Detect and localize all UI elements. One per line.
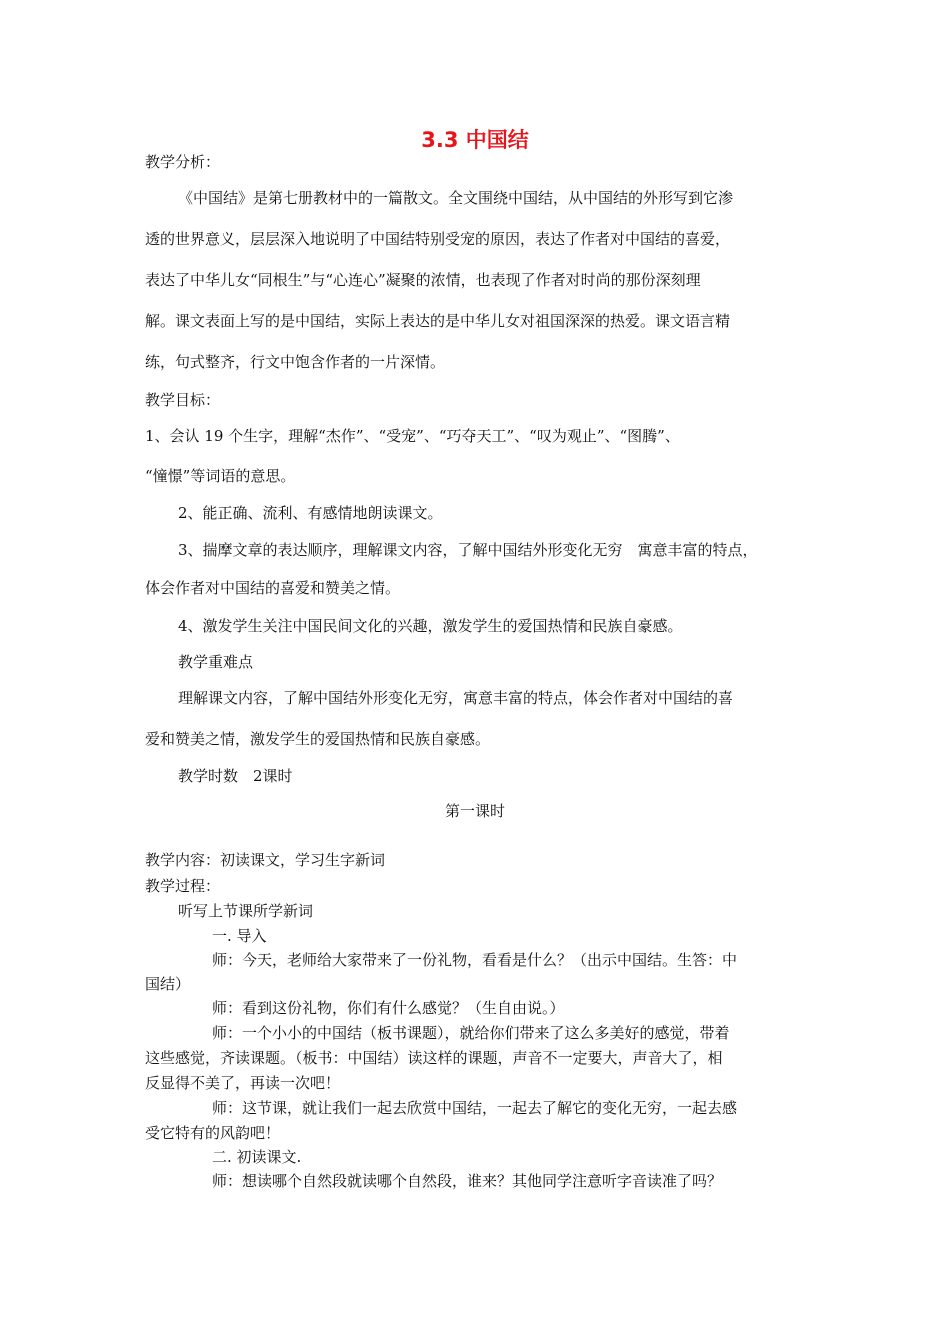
document-title: 3.3 中国结 — [421, 128, 529, 152]
process-line: 国结） — [145, 975, 191, 993]
analysis-line: 《中国结》是第七册教材中的一篇散文。全文围绕中国结，从中国结的外形写到它渗 — [178, 189, 734, 207]
analysis-line: 解。课文表面上写的是中国结，实际上表达的是中华儿女对祖国深深的热爱。课文语言精 — [145, 312, 731, 330]
process-line: 这些感觉，齐读课题。（板书：中国结）读这样的课题，声音不一定要大，声音大了，相 — [145, 1049, 723, 1067]
process-line: 师：一个小小的中国结（板书课题），就给你们带来了这么多美好的感觉，带着 — [212, 1024, 730, 1042]
key-points-line: 爱和赞美之情，激发学生的爱国热情和民族自豪感。 — [145, 730, 491, 748]
goal-line: 4、激发学生关注中国民间文化的兴趣，激发学生的爱国热情和民族自豪感。 — [178, 617, 683, 635]
analysis-line: 表达了中华儿女“同根生”与“心连心”凝聚的浓情，也表现了作者对时尚的那份深刻理 — [145, 271, 701, 289]
process-line: 教学过程： — [145, 877, 221, 895]
lesson-title: 第一课时 — [444, 802, 505, 820]
analysis-line: 透的世界意义，层层深入地说明了中国结特别受宠的原因，表达了作者对中国结的喜爱， — [145, 230, 731, 248]
process-line: 师：想读哪个自然段就读哪个自然段，谁来？其他同学注意听字音读准了吗？ — [212, 1172, 723, 1190]
goal-line: “憧憬”等词语的意思。 — [145, 467, 296, 485]
process-line: 师：今天，老师给大家带来了一份礼物，看看是什么？（出示中国结。生答：中 — [212, 951, 738, 969]
process-line: 受它特有的风韵吧！ — [145, 1124, 281, 1142]
analysis-heading: 教学分析： — [145, 153, 221, 171]
analysis-line: 练，句式整齐，行文中饱含作者的一片深情。 — [145, 353, 446, 371]
process-line: 一. 导入 — [212, 927, 267, 945]
process-line: 二. 初读课文. — [212, 1148, 302, 1166]
process-line: 师：看到这份礼物，你们有什么感觉？（生自由说。） — [212, 999, 565, 1017]
goal-line: 2、能正确、流利、有感情地朗读课文。 — [178, 504, 443, 522]
process-line: 反显得不美了，再读一次吧！ — [145, 1074, 341, 1092]
key-points-heading: 教学重难点 — [178, 653, 254, 671]
process-line: 师：这节课，就让我们一起去欣赏中国结，一起去了解它的变化无穷，一起去感 — [212, 1099, 738, 1117]
goal-line: 3、揣摩文章的表达顺序，理解课文内容，了解中国结外形变化无穷 寓意丰富的特点， — [178, 541, 758, 559]
goals-heading: 教学目标： — [145, 391, 221, 409]
process-line: 听写上节课所学新词 — [178, 902, 314, 920]
goal-line: 1、会认 19 个生字，理解“杰作”、“受宠”、“巧夺天工”、“叹为观止”、“图腾”、 — [145, 427, 680, 445]
key-points-line: 理解课文内容，了解中国结外形变化无穷，寓意丰富的特点，体会作者对中国结的喜 — [178, 689, 734, 707]
process-line: 教学内容：初读课文，学习生字新词 — [145, 851, 386, 869]
teaching-hours: 教学时数 2课时 — [178, 767, 293, 785]
goal-line: 体会作者对中国结的喜爱和赞美之情。 — [145, 579, 401, 597]
